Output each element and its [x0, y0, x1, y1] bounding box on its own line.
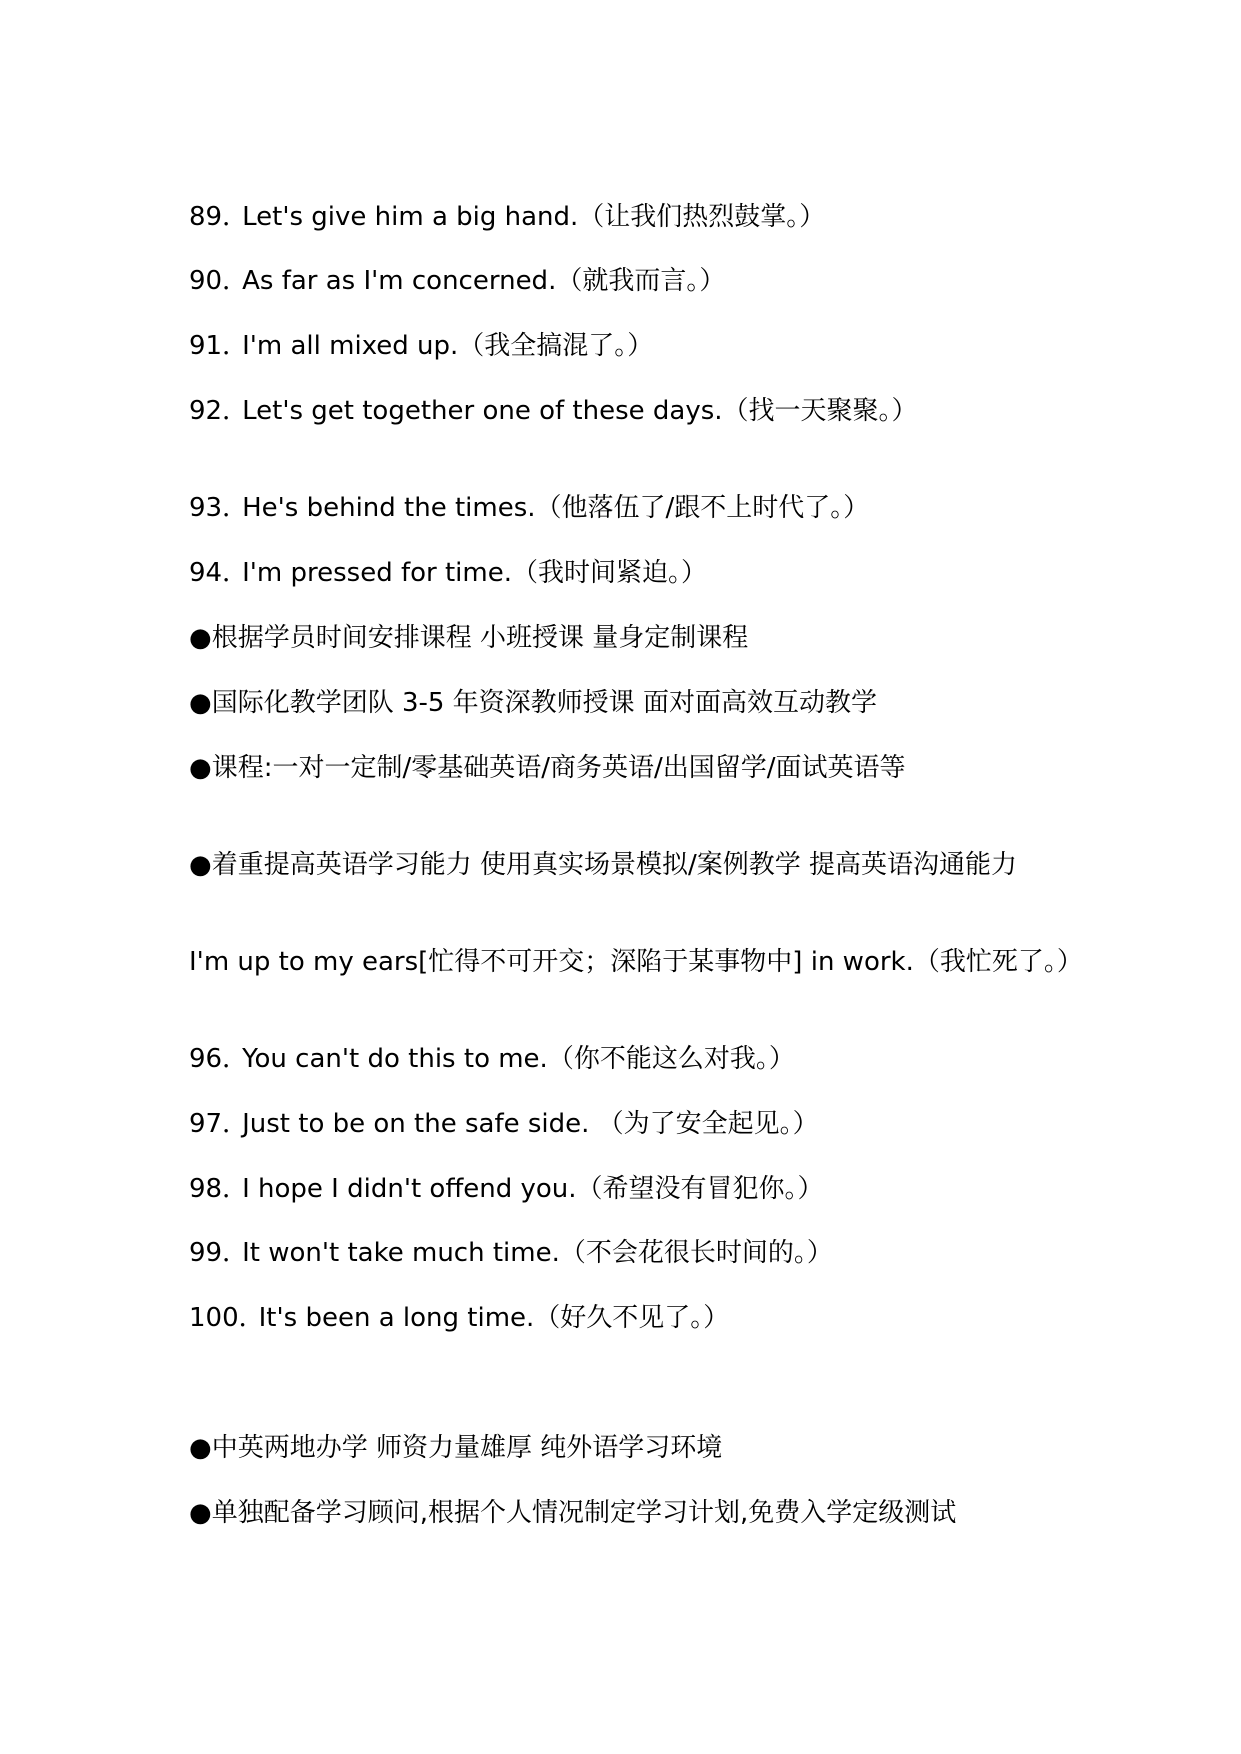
phrase-line	[189, 1107, 819, 1141]
phrase-separator: ．	[222, 202, 249, 232]
bullet-icon: ●	[189, 850, 212, 880]
phrase-separator: ．	[222, 1238, 249, 1268]
bullet-text: 国际化教学团队 3-5 年资深教师授课 面对面高效互动教学	[211, 688, 877, 718]
bullet-line	[189, 686, 877, 720]
phrase-line	[189, 1042, 795, 1076]
bullet-text: 课程:一对一定制/零基础英语/商务英语/出国留学/面试英语等	[211, 753, 906, 783]
phrase-text: He's behind the times.（他落伍了/跟不上时代了。）	[242, 493, 870, 523]
bullet-line	[189, 1496, 956, 1530]
phrase-number: 97	[189, 1109, 223, 1139]
phrase-text: I'm all mixed up.（我全搞混了。）	[242, 331, 654, 361]
bullet-icon: ●	[189, 1433, 212, 1463]
phrase-text: As far as I'm concerned.（就我而言。）	[242, 266, 726, 296]
bullet-icon: ●	[189, 1498, 212, 1528]
phrase-number: 92	[189, 396, 223, 426]
phrase-text: I'm pressed for time.（我时间紧迫。）	[242, 558, 707, 588]
phrase-text: Let's give him a big hand.（让我们热烈鼓掌。）	[242, 202, 826, 232]
phrase-number: 94	[189, 558, 223, 588]
bullet-text: 根据学员时间安排课程 小班授课 量身定制课程	[211, 623, 749, 653]
phrase-separator: ．	[222, 331, 249, 361]
bullet-line	[189, 1431, 722, 1465]
phrase-separator: ．	[222, 396, 249, 426]
phrase-separator: ．	[222, 1174, 249, 1204]
bullet-text: 中英两地办学 师资力量雄厚 纯外语学习环境	[211, 1433, 723, 1463]
phrase-text: It's been a long time.（好久不见了。）	[258, 1303, 730, 1333]
phrase-text: It won't take much time.（不会花很长时间的。）	[242, 1238, 833, 1268]
phrase-separator: ．	[238, 1303, 265, 1333]
phrase-text: Just to be on the safe side. （为了安全起见。）	[242, 1109, 819, 1139]
phrase-line	[189, 1301, 729, 1335]
phrase-separator: ．	[222, 266, 249, 296]
phrase-separator: ．	[222, 1044, 249, 1074]
phrase-number: 96	[189, 1044, 223, 1074]
phrase-number: 100	[189, 1303, 239, 1333]
phrase-line	[189, 556, 707, 590]
standalone-phrase-text: I'm up to my ears[忙得不可开交；深陷于某事物中] in work.（我忙死了。）	[189, 947, 1083, 977]
phrase-line	[189, 1236, 833, 1270]
bullet-line	[189, 621, 748, 655]
bullet-text: 着重提高英语学习能力 使用真实场景模拟/案例教学 提高英语沟通能力	[211, 850, 1017, 880]
phrase-text: You can't do this to me.（你不能这么对我。）	[242, 1044, 795, 1074]
bullet-line	[189, 848, 1017, 882]
phrase-number: 89	[189, 202, 223, 232]
phrase-text: Let's get together one of these days.（找一天聚聚。）	[242, 396, 918, 426]
phrase-separator: ．	[222, 493, 249, 523]
phrase-line	[189, 264, 725, 298]
standalone-phrase	[189, 945, 1083, 979]
phrase-number: 90	[189, 266, 223, 296]
phrase-text: I hope I didn't offend you.（希望没有冒犯你。）	[242, 1174, 824, 1204]
phrase-number: 91	[189, 331, 223, 361]
phrase-number: 93	[189, 493, 223, 523]
bullet-icon: ●	[189, 623, 212, 653]
bullet-text: 单独配备学习顾问,根据个人情况制定学习计划,免费入学定级测试	[211, 1498, 957, 1528]
bullet-line	[189, 751, 906, 785]
phrase-separator: ．	[222, 558, 249, 588]
phrase-separator: ．	[222, 1109, 249, 1139]
phrase-number: 98	[189, 1174, 223, 1204]
phrase-line	[189, 329, 653, 363]
phrase-line	[189, 1172, 824, 1206]
phrase-line	[189, 491, 869, 525]
phrase-number: 99	[189, 1238, 223, 1268]
bullet-icon: ●	[189, 753, 212, 783]
phrase-line	[189, 394, 918, 428]
phrase-line	[189, 200, 825, 234]
bullet-icon: ●	[189, 688, 212, 718]
